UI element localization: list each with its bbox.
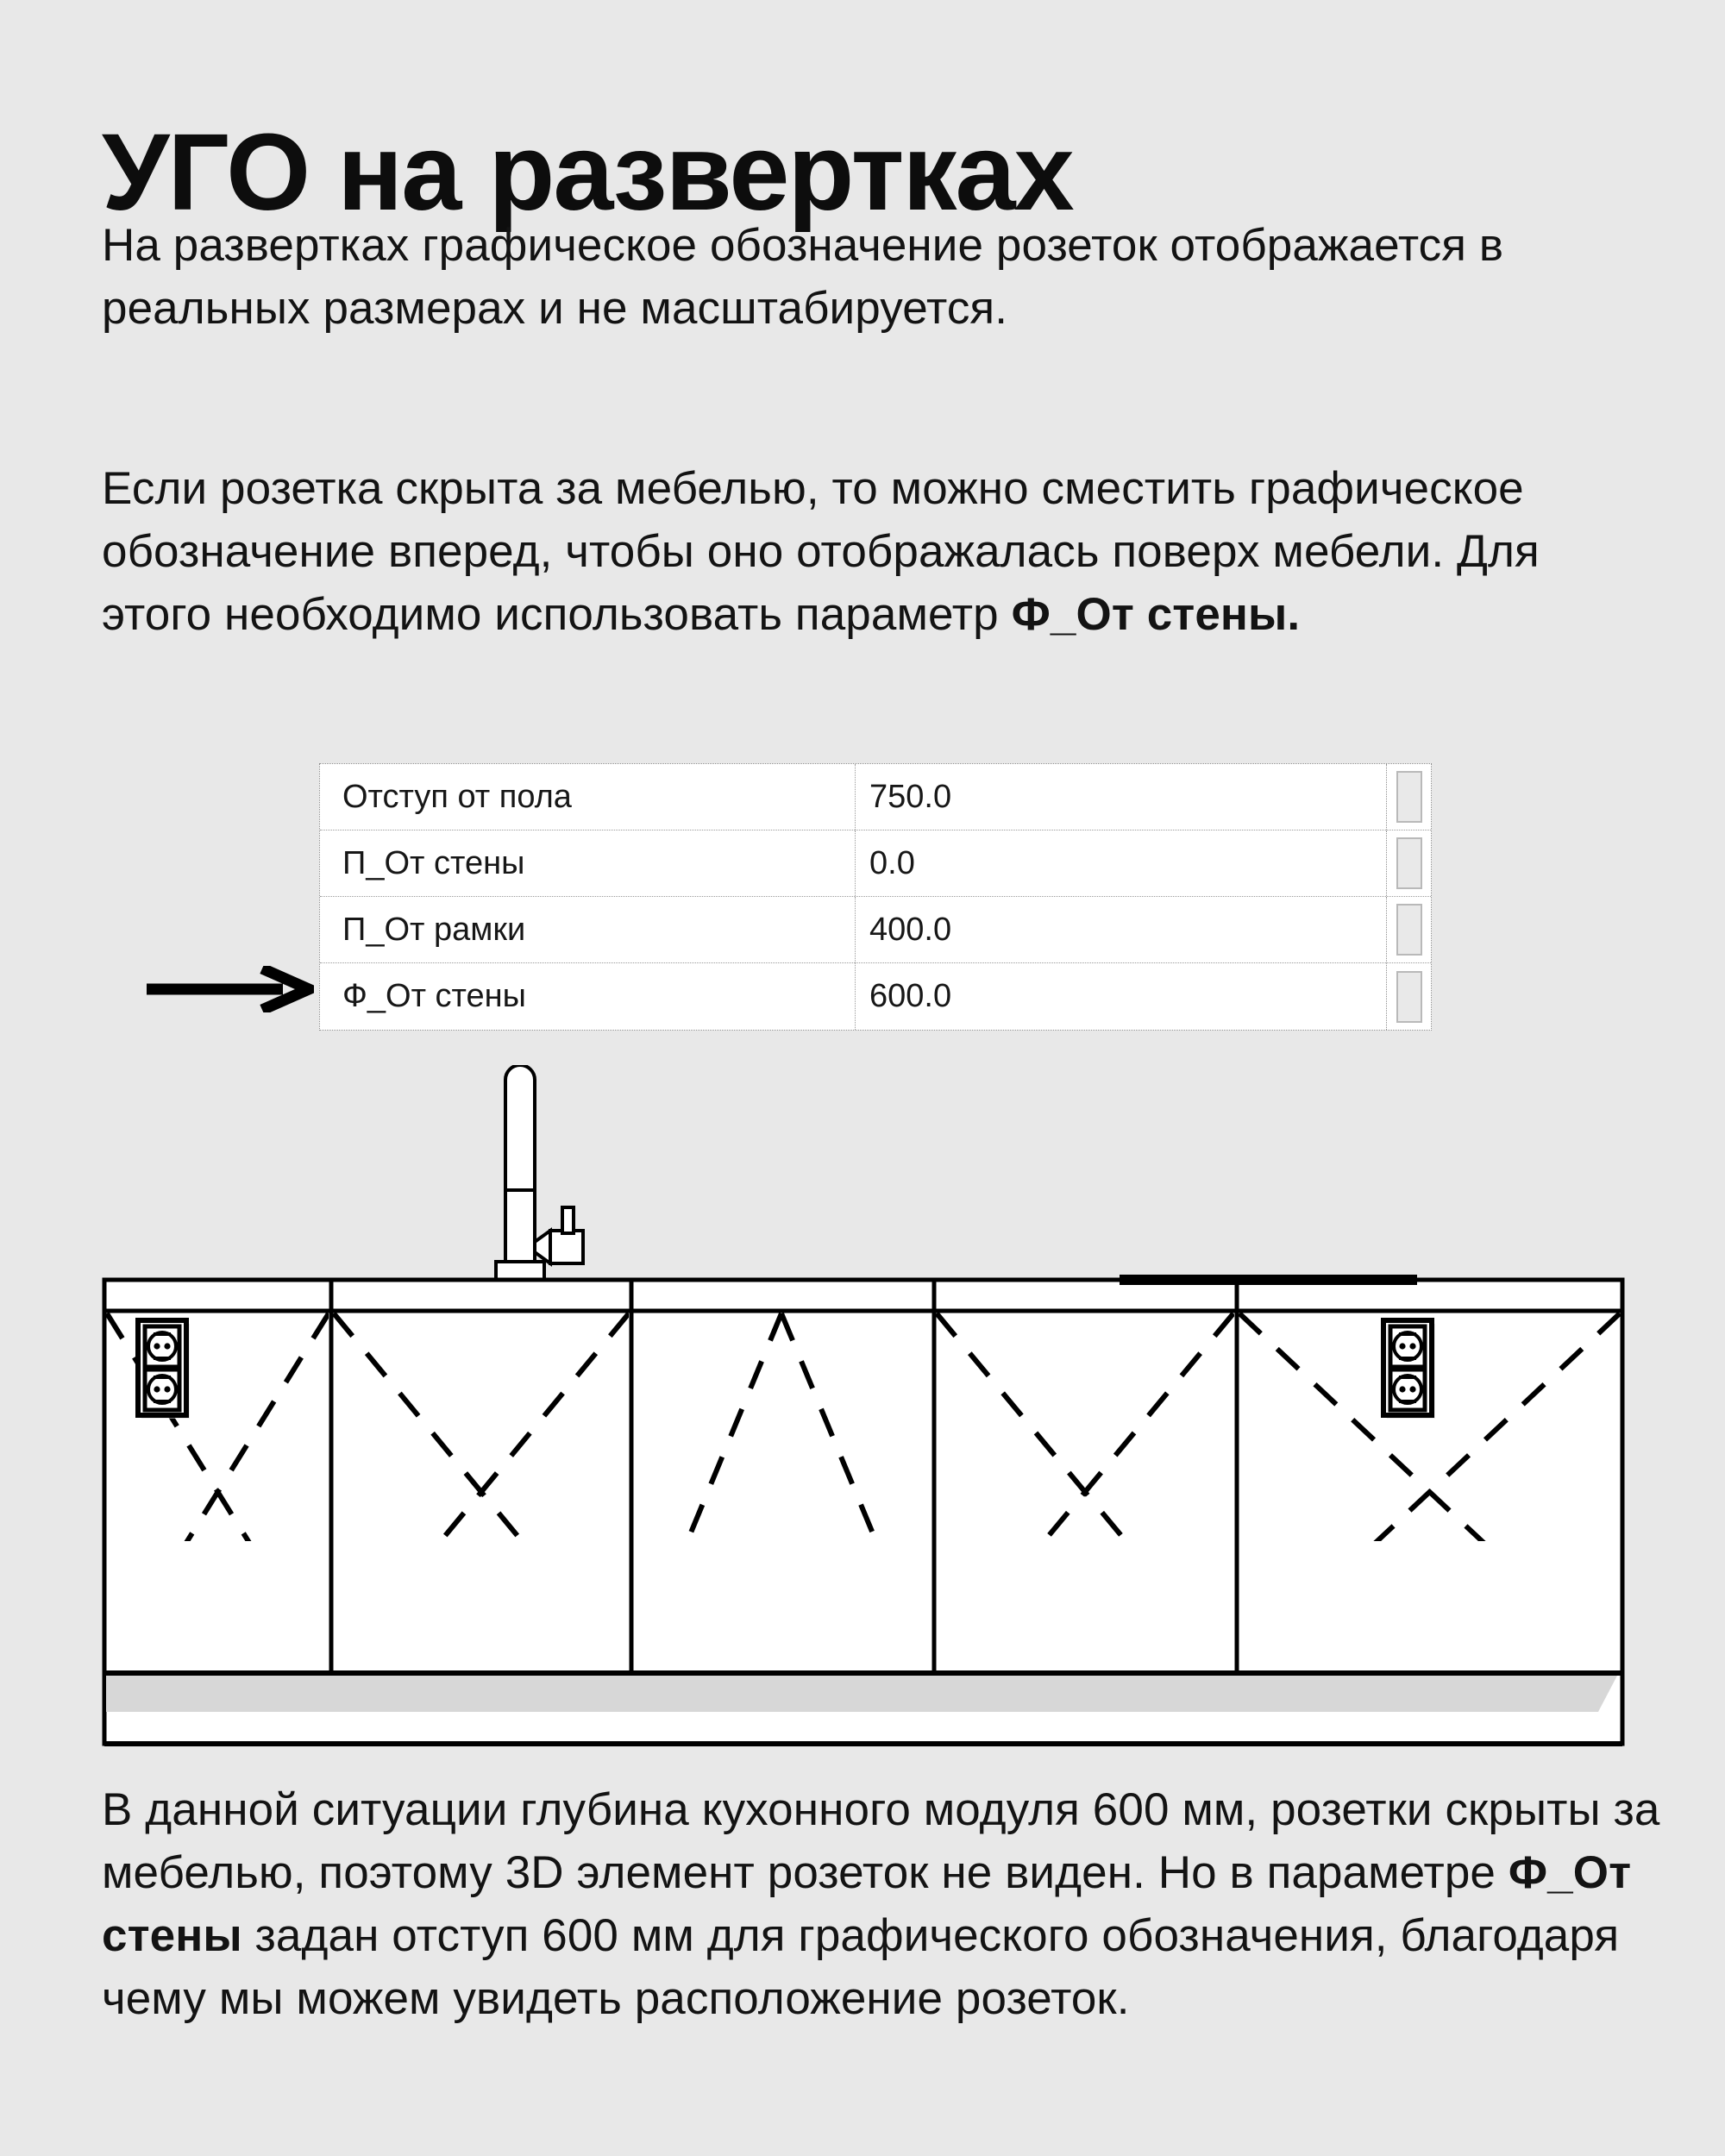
param-edit-button-cell[interactable] xyxy=(1386,764,1431,830)
param-edit-button-cell[interactable] xyxy=(1386,897,1431,962)
table-row[interactable] xyxy=(320,764,1431,830)
param-name-emphasis-1: Ф_От стены. xyxy=(1011,589,1301,640)
socket-left xyxy=(138,1320,190,1419)
param-name-emphasis-2: Ф_От стены xyxy=(102,1847,1632,1961)
param-edit-button[interactable] xyxy=(1396,971,1422,1023)
table-row[interactable] xyxy=(320,830,1431,897)
table-row-highlighted[interactable] xyxy=(320,963,1431,1030)
param-value-cell[interactable]: 0.0 xyxy=(855,830,1386,896)
table-row[interactable] xyxy=(320,897,1431,963)
kitchen-elevation-drawing xyxy=(102,1065,1625,1746)
param-edit-button[interactable] xyxy=(1396,837,1422,889)
conclusion-text-end: задан отступ 600 мм для графического обозначения, благодаря чему мы можем увидеть расположение розеток. xyxy=(102,1910,1620,2024)
param-value-cell[interactable]: 600.0 xyxy=(855,963,1386,1030)
conclusion-paragraph xyxy=(102,1778,1672,2030)
intro-paragraph: На развертках графическое обозначение розеток отображается в реальных размерах и не масштабируется. xyxy=(102,220,1504,334)
param-name-cell: Ф_От стены xyxy=(342,978,526,1014)
param-name-cell: Отступ от пола xyxy=(342,778,572,815)
page-title: УГО на развертках xyxy=(102,111,1073,234)
param-value-cell[interactable]: 750.0 xyxy=(855,764,1386,830)
param-edit-button-cell[interactable] xyxy=(1386,963,1431,1030)
instruction-text: Если розетка скрыта за мебелью, то можно сместить графическое обозначение вперед, чтобы оно отображалась поверх мебели. Для этого необходимо использовать параметр xyxy=(102,463,1540,640)
param-edit-button-cell[interactable] xyxy=(1386,830,1431,896)
instruction-paragraph xyxy=(102,457,1646,646)
param-name-cell: П_От стены xyxy=(342,844,525,881)
socket-right xyxy=(1383,1320,1435,1419)
pointer-arrow-icon xyxy=(145,966,314,1012)
faucet-icon xyxy=(496,1065,583,1281)
param-value-cell[interactable]: 400.0 xyxy=(855,897,1386,962)
countertop-accent-bar xyxy=(1120,1275,1417,1285)
parameter-table[interactable] xyxy=(319,763,1432,1031)
param-edit-button[interactable] xyxy=(1396,771,1422,823)
conclusion-text-start: В данной ситуации глубина кухонного модуля 600 мм, розетки скрыты за мебелью, поэтому 3D элемент розеток не виден. Но в параметре xyxy=(102,1784,1660,1898)
plinth xyxy=(104,1673,1622,1744)
param-edit-button[interactable] xyxy=(1396,904,1422,956)
param-name-cell: П_От рамки xyxy=(342,911,526,948)
